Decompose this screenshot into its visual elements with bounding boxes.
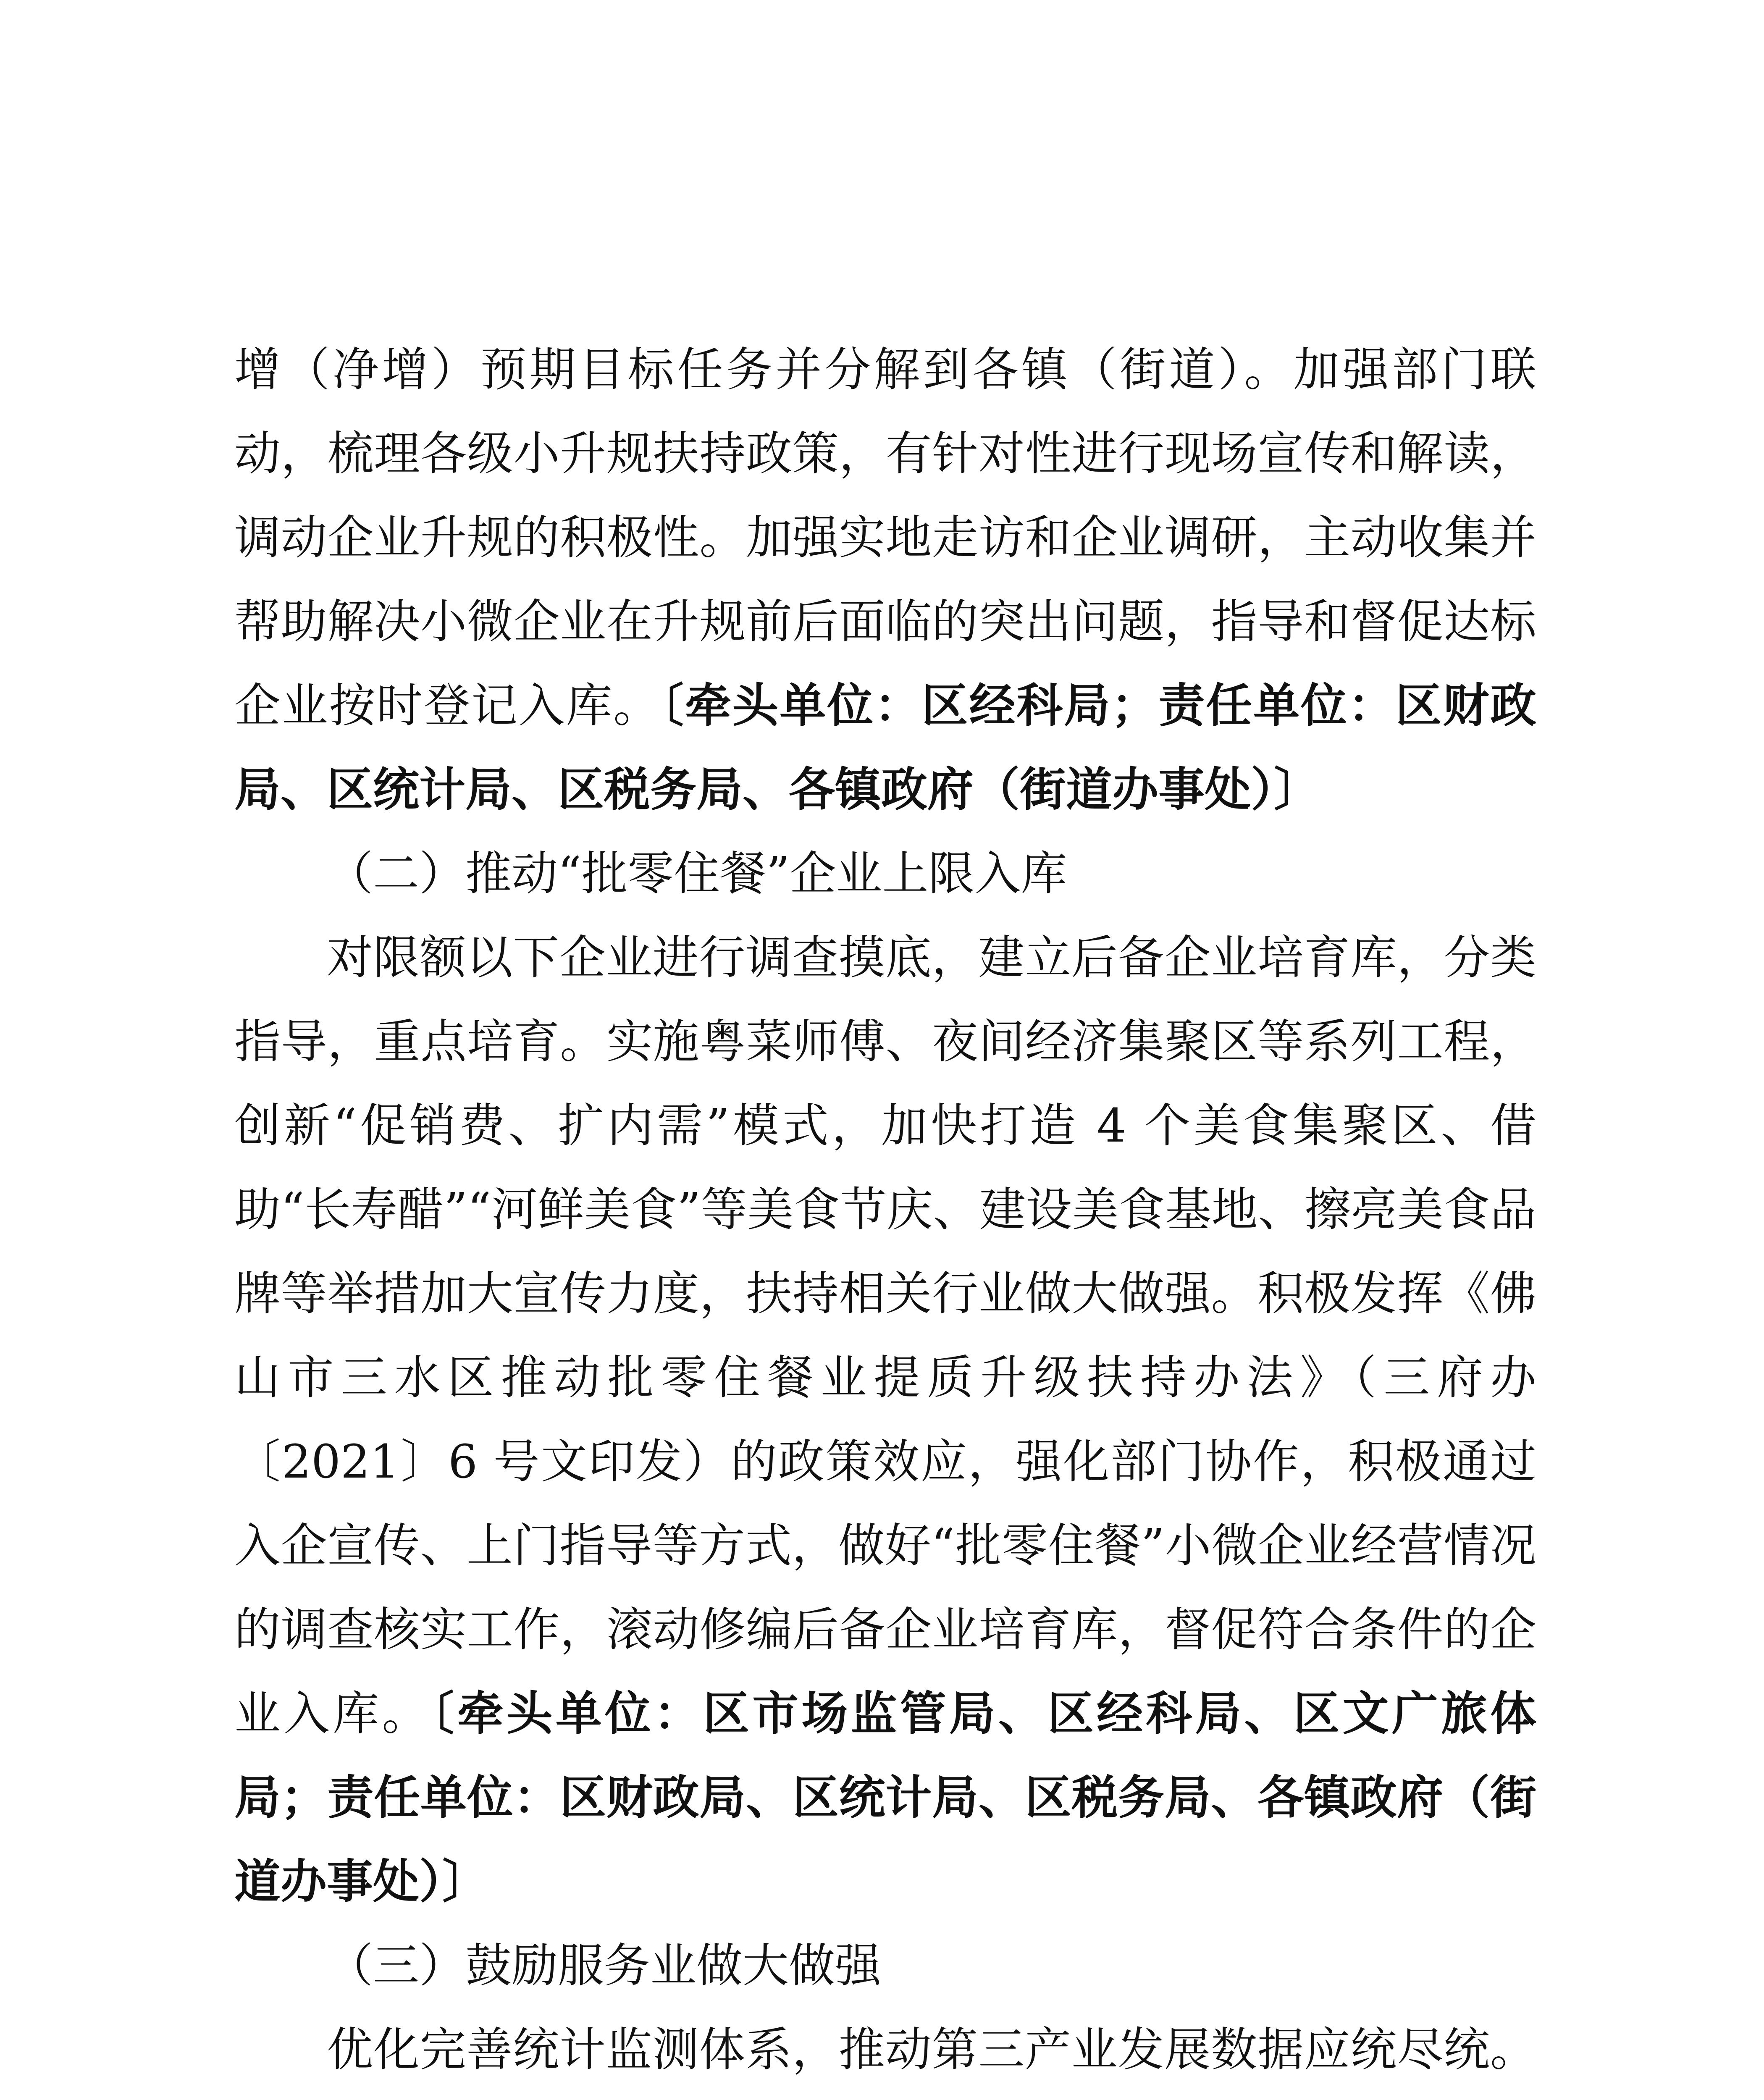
paragraph-1: [234, 328, 1536, 832]
paragraph-2-responsible-units: 〔牵头单位：区市场监管局、区经科局、区文广旅体局；责任单位：区财政局、区统计局、区税务局、各镇政府（街道办事处）〕: [234, 1687, 1537, 1908]
paragraph-3-text: 优化完善统计监测体系，推动第三产业发展数据应统尽统。: [327, 2023, 1536, 2076]
paragraph-2-text: 对限额以下企业进行调查摸底，建立后备企业培育库，分类指导，重点培育。实施粤菜师傅、夜间经济集聚区等系列工程，创新“促销费、扩内需”模式，加快打造 4 个美食集聚区、借助“长寿醋”“河鲜美食”等美食节庆、建设美食基地、擦亮美食品牌等举措加大宣传力度，扶持相关行业做大做强。积极发挥《佛山市三水区推动批零住餐业提质升级扶持办法》（三府办〔2021〕6 号文印发）的政策效应，强化部门协作，积极通过入企宣传、上门指导等方式，做好“批零住餐”小微企业经营情况的调查核实工作，滚动修编后备企业培育库，督促符合条件的企业入库。: [234, 931, 1536, 1740]
paragraph-1-responsible-units: 〔牵头单位：区经科局；责任单位：区财政局、区统计局、区税务局、各镇政府（街道办事处）〕: [234, 679, 1536, 816]
paragraph-3: [234, 2008, 1536, 2100]
section-heading-2: （二）推动“批零住餐”企业上限入库: [327, 847, 1067, 900]
paragraph-1-text: 增（净增）预期目标任务并分解到各镇（街道）。加强部门联动，梳理各级小升规扶持政策，有针对性进行现场宣传和解读，调动企业升规的积极性。加强实地走访和企业调研，主动收集并帮助解决小微企业在升规前后面临的突出问题，指导和督促达标企业按时登记入库。: [234, 343, 1536, 732]
document-body: [234, 328, 1536, 2100]
section-heading-3: （三）鼓励服务业做大做强: [327, 1939, 881, 1992]
paragraph-2: [234, 916, 1536, 1924]
